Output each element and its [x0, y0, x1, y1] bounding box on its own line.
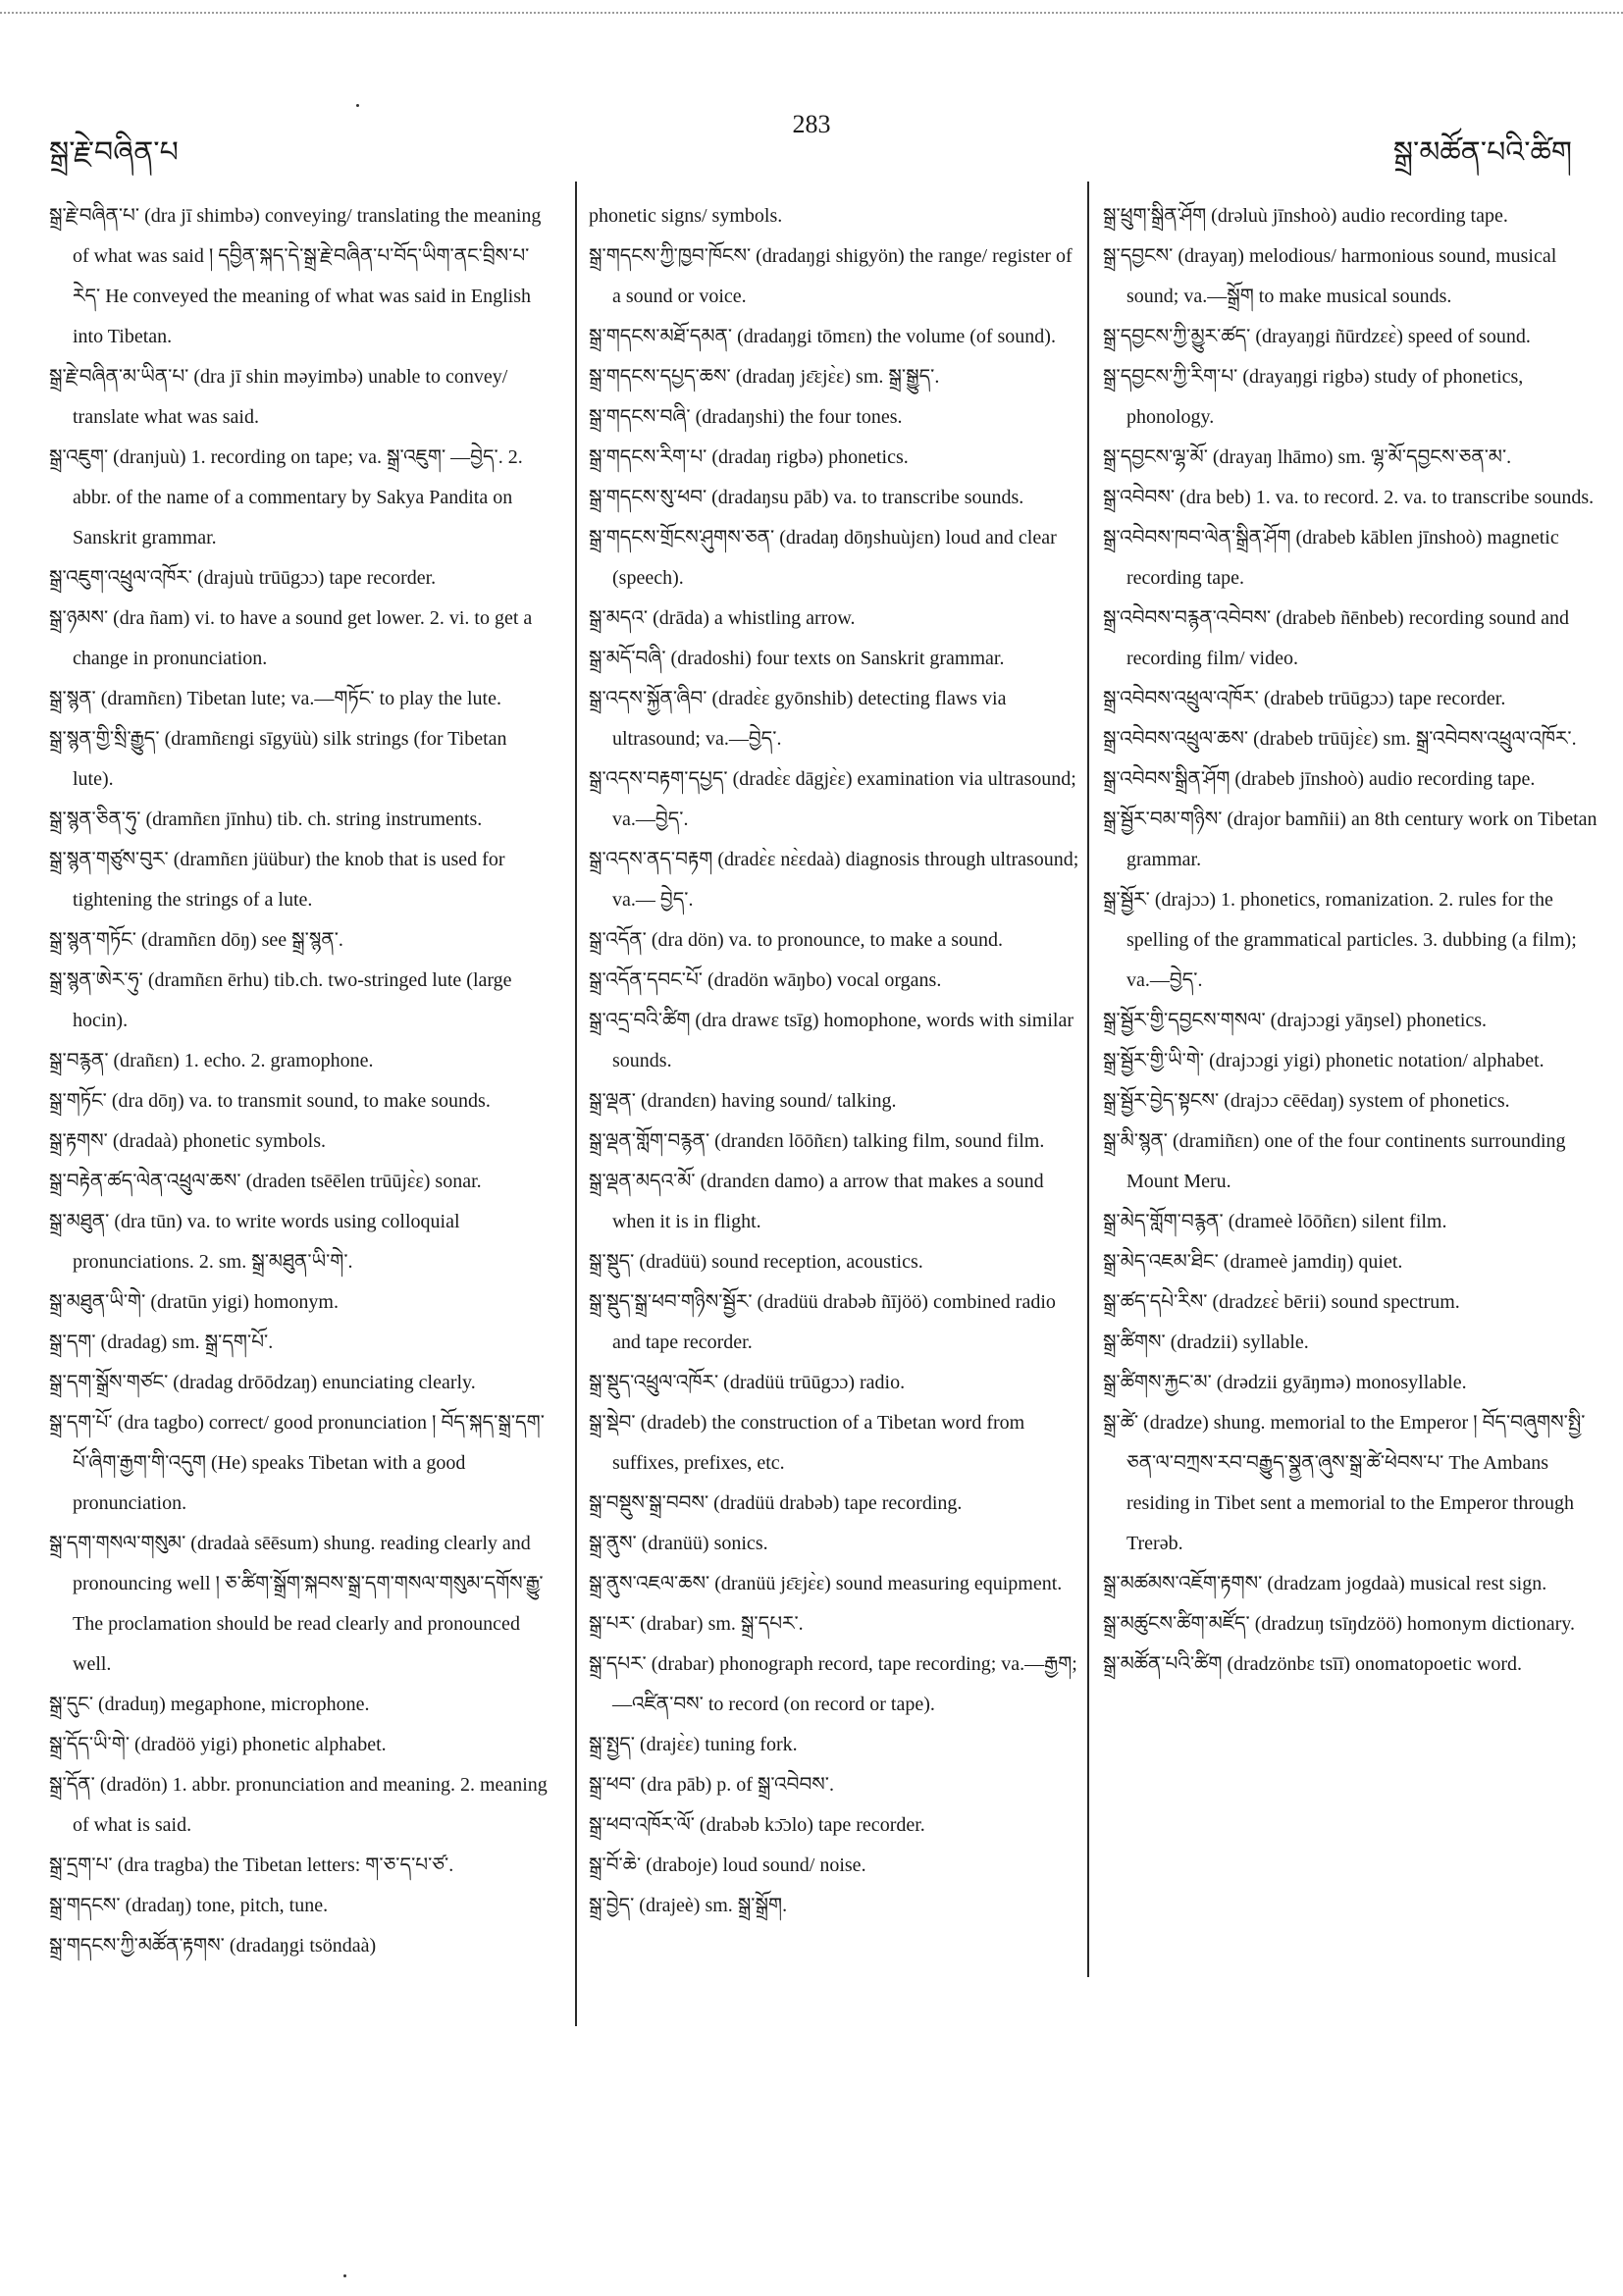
column-2: [589, 196, 1079, 1926]
dictionary-entry: phonetic signs/ symbols.: [589, 205, 783, 227]
dictionary-entry: སྒྲ་ཚིགས་རྐྱང་མ་ (drədzii gyāŋmə) monosyllable.: [1103, 1372, 1467, 1393]
dictionary-entry: སྒྲ་གདངས་ཀྱི་མཚོན་རྟགས་ (dradaŋgi tsöndaà): [49, 1935, 377, 1957]
dictionary-entry: སྒྲ་འབེབས་འཕྲུལ་འཁོར་ (drabeb trūūgɔɔ) tape recorder.: [1103, 688, 1506, 709]
dictionary-entry: སྒྲ་སྙན་ (dramñɛn) Tibetan lute; va.—གཏོང་ to play the lute.: [49, 688, 501, 709]
scan-edge-dots: [0, 12, 1623, 16]
dictionary-entry: སྒྲ་སྡུད་འཕྲུལ་འཁོར་ (dradüü trūūgɔɔ) radio.: [589, 1372, 906, 1393]
dictionary-entry: སྒྲ་བོ་ཆེ་ (draboje) loud sound/ noise.: [589, 1854, 866, 1876]
dictionary-entry: སྒྲ་རྗེ་བཞིན་པ་ (dra jī shimbə) conveying/ translating the meaning of what was said ། དབྱིན་སྐད་དེ་སྒྲ་རྗེ་བཞིན་པ་བོད་ཡིག་ནང་བྲིས་པ་རེད་ He conveyed the meaning of what was said in English into Tibetan.: [49, 205, 542, 347]
dictionary-entry: སྒྲ་གདངས་རིག་པ་ (dradaŋ rigbə) phonetics.: [589, 446, 909, 468]
dictionary-entry: སྒྲ་གདངས་གྲོངས་ཤུགས་ཅན་ (dradaŋ dōŋshuùjɛn) loud and clear (speech).: [589, 527, 1057, 589]
dictionary-entry: སྒྲ་ཕབ་འཁོར་ལོ་ (drabəb kɔ̄ɔlo) tape recorder.: [589, 1814, 925, 1836]
dictionary-entry: སྒྲ་དོན་ (dradön) 1. abbr. pronunciation and meaning. 2. meaning of what is said.: [49, 1774, 548, 1836]
dictionary-entry: སྒྲ་གདངས་དཔྱད་ཆས་ (dradaŋ jɛ̄ɛjɛ̀ɛ) sm. སྒྲ་སྒྱུད་.: [589, 366, 940, 388]
column-rule-right: [1087, 182, 1089, 1977]
dictionary-entry: སྒྲ་སྙན་གཏོང་ (dramñɛn dōŋ) see སྒྲ་སྙན་.: [49, 929, 343, 951]
dictionary-entry: སྒྲ་སྦྱོར་ (drajɔɔ) 1. phonetics, romanization. 2. rules for the spelling of the grammatical particles. 3. dubbing (a film); va.—བྱེད་.: [1103, 889, 1577, 991]
dictionary-entry: སྒྲ་མཐུན་ (dra tūn) va. to write words using colloquial pronunciations. 2. sm. སྒྲ་མཐུན་ཡི་གེ་.: [49, 1211, 460, 1273]
dictionary-entry: སྒྲ་འབེབས་སྒྲིན་ཤོག (drabeb jīnshoò) audio recording tape.: [1103, 768, 1536, 790]
dictionary-entry: སྒྲ་ཚེ་ (dradze) shung. memorial to the Emperor ། བོད་བཞུགས་སྤྱི་ཅན་ལ་བཀྲས་རབ་བརྒྱུད་སྣྱན་ཞུས་སྒྲ་ཚེ་ཕེབས་པ་ The Ambans residing in Tibet sent a memorial to the Emperor through Trerəb.: [1103, 1412, 1586, 1554]
dictionary-entry: སྒྲ་ནུས་ (dranüü) sonics.: [589, 1533, 768, 1554]
dictionary-entry: སྒྲ་སྡུད་སྒྲ་ཕབ་གཉིས་སྦྱོར་ (dradüü drabəb ñījöö) combined radio and tape recorder.: [589, 1291, 1056, 1353]
dictionary-entry: སྒྲ་གདངས་མཐོ་དམན་ (dradaŋgi tōmɛn) the volume (of sound).: [589, 326, 1056, 347]
dictionary-entry: སྒྲ་མཚོན་པའི་ཚིག (dradzönbɛ tsīī) onomatopoetic word.: [1103, 1653, 1523, 1675]
dictionary-entry: སྒྲ་སྡུད་ (dradüü) sound reception, acoustics.: [589, 1251, 923, 1273]
dictionary-entry: སྒྲ་པར་ (drabar) sm. སྒྲ་དཔར་.: [589, 1613, 804, 1635]
dictionary-entry: སྒྲ་དུང་ (draduŋ) megaphone, microphone.: [49, 1694, 370, 1715]
dictionary-entry: སྒྲ་དཔར་ (drabar) phonograph record, tape recording; va.—རྒྱག; —འཛིན་བས་ to record (on record or tape).: [589, 1653, 1077, 1715]
dictionary-entry: སྒྲ་ལྡན་མདའ་མོ་ (drandɛn damo) a arrow that makes a sound when it is in flight.: [589, 1171, 1044, 1232]
dictionary-entry: སྒྲ་ཕྲུག་སྒྲིན་ཤོག (drəluù jīnshoò) audio recording tape.: [1103, 205, 1508, 227]
dictionary-entry: སྒྲ་དག་པོ་ (dra tagbo) correct/ good pronunciation ། བོད་སྐད་སྒྲ་དག་པོ་ཞིག་རྒྱག་གི་འདུག (He) speaks Tibetan with a good pronunciation.: [49, 1412, 545, 1514]
dictionary-entry: སྒྲ་འདྲ་བའི་ཚིག (dra drawɛ tsīg) homophone, words with similar sounds.: [589, 1010, 1073, 1071]
dictionary-entry: སྒྲ་བྱེད་ (drajeè) sm. སྒྲ་སྒྲོག.: [589, 1895, 788, 1916]
dictionary-entry: སྒྲ་འབེབས་ཁབ་ལེན་སྒྲིན་ཤོག (drabeb kāblen jīnshoò) magnetic recording tape.: [1103, 527, 1559, 589]
dictionary-entry: སྒྲ་འདོན་ (dra dön) va. to pronounce, to make a sound.: [589, 929, 1004, 951]
page-header: [0, 110, 1623, 169]
dictionary-entry: སྒྲ་སྦྱོར་གྱི་དབྱངས་གསལ་ (drajɔɔgi yāŋsel) phonetics.: [1103, 1010, 1488, 1031]
dictionary-entry: སྒྲ་དབྱངས་ཀྱི་མྱུར་ཚད་ (drayaŋgi ñūrdzɛɛ̀) speed of sound.: [1103, 326, 1531, 347]
column-rule-left: [575, 182, 577, 2026]
dictionary-entry: སྒྲ་མི་སྙན་ (dramiñɛn) one of the four continents surrounding Mount Meru.: [1103, 1130, 1566, 1192]
dictionary-entry: སྒྲ་ལྡན་ (drandɛn) having sound/ talking.: [589, 1090, 897, 1112]
dictionary-entry: སྒྲ་འདས་ནད་བརྟག (dradɛ̀ɛ nɛ̀ɛdaà) diagnosis through ultrasound; va.— བྱེད་.: [589, 849, 1079, 911]
dictionary-entry: སྒྲ་གདངས་ (dradaŋ) tone, pitch, tune.: [49, 1895, 329, 1916]
dictionary-entry: སྒྲ་ནུས་འཇལ་ཆས་ (dranüü jɛ̄ɛjɛ̀ɛ) sound measuring equipment.: [589, 1573, 1063, 1594]
left-guide-word: སྒྲ་རྗེ་བཞིན་པ: [49, 136, 179, 169]
dictionary-entry: སྒྲ་སྙན་ཨེར་ཧུ་ (dramñɛn ērhu) tib.ch. two-stringed lute (large hocin).: [49, 969, 512, 1031]
speck: [356, 104, 359, 107]
dictionary-entry: སྒྲ་དག་གསལ་གསུམ་ (dradaà sēēsum) shung. reading clearly and pronouncing well ། ཅ་ཚིག་སྒྲོག་སྐབས་སྒྲ་དག་གསལ་གསུམ་དགོས་རྒྱུ་ The proclamation should be read clearly and pronounced well.: [49, 1533, 544, 1675]
dictionary-entry: སྒྲ་གདངས་བཞི་ (dradaŋshi) the four tones.: [589, 406, 903, 428]
dictionary-entry: སྒྲ་རྟགས་ (dradaà) phonetic symbols.: [49, 1130, 326, 1152]
dictionary-entry: སྒྲ་འཇུག་ (dranjuù) 1. recording on tape; va. སྒྲ་འཇུག་ —བྱེད་. 2. abbr. of the name of a commentary by Sakya Pandita on Sanskrit grammar.: [49, 446, 523, 548]
dictionary-entry: སྒྲ་བརྙན་ (drañɛn) 1. echo. 2. gramophone.: [49, 1050, 374, 1071]
dictionary-entry: སྒྲ་ཚིགས་ (dradzii) syllable.: [1103, 1331, 1309, 1353]
dictionary-entry: སྒྲ་མདོ་བཞི་ (dradoshi) four texts on Sanskrit grammar.: [589, 648, 1005, 669]
dictionary-entry: སྒྲ་བསྡུས་སྒྲ་བབས་ (dradüü drabəb) tape recording.: [589, 1492, 963, 1514]
dictionary-entry: སྒྲ་མདའ་ (drāda) a whistling arrow.: [589, 607, 856, 629]
dictionary-entry: སྒྲ་འདོན་དབང་པོ་ (dradön wāŋbo) vocal organs.: [589, 969, 942, 991]
dictionary-entry: སྒྲ་དག་ (dradag) sm. སྒྲ་དག་པོ་.: [49, 1331, 274, 1353]
dictionary-entry: སྒྲ་སྡེབ་ (dradeb) the construction of a Tibetan word from suffixes, prefixes, etc.: [589, 1412, 1025, 1474]
dictionary-entry: སྒྲ་སྙན་གྱི་སྲི་རྒྱུད་ (dramñɛngi sīgyüù) silk strings (for Tibetan lute).: [49, 728, 507, 790]
dictionary-entry: སྒྲ་འདས་སྐྱོན་ཞིབ་ (dradɛ̀ɛ gyōnshib) detecting flaws via ultrasound; va.—བྱེད་.: [589, 688, 1007, 750]
dictionary-entry: སྒྲ་གཏོང་ (dra dōŋ) va. to transmit sound, to make sounds.: [49, 1090, 491, 1112]
page-number: 283: [792, 110, 831, 138]
dictionary-entry: སྒྲ་དག་སྒྲོས་གཙང་ (dradag drōōdzaŋ) enunciating clearly.: [49, 1372, 476, 1393]
dictionary-entry: སྒྲ་འདས་བརྟག་དཔྱད་ (dradɛ̀ɛ dāgjɛ̀ɛ) examination via ultrasound; va.—བྱེད་.: [589, 768, 1076, 830]
dictionary-entry: སྒྲ་སྦྱོར་བྱེད་སྟངས་ (drajɔɔ cēēdaŋ) system of phonetics.: [1103, 1090, 1510, 1112]
dictionary-entry: སྒྲ་རྗེ་བཞིན་མ་ཡིན་པ་ (dra jī shin məyimbə) unable to convey/ translate what was said.: [49, 366, 508, 428]
dictionary-entry: སྒྲ་མཐུན་ཡི་གེ་ (dratūn yigi) homonym.: [49, 1291, 339, 1313]
dictionary-entry: སྒྲ་དབྱངས་ལྷ་མོ་ (drayaŋ lhāmo) sm. ལྷ་མོ་དབྱངས་ཅན་མ་.: [1103, 446, 1512, 468]
dictionary-entry: སྒྲ་སྙན་ཅིན་ཧུ་ (dramñɛn jīnhu) tib. ch. string instruments.: [49, 809, 483, 830]
dictionary-entry: སྒྲ་མེད་གློག་བརྙན་ (drameè lōōñɛn) silent film.: [1103, 1211, 1447, 1232]
dictionary-entry: སྒྲ་བརྟེན་ཚད་ལེན་འཕྲུལ་ཆས་ (draden tsēēlen trūūjɛ̀ɛ) sonar.: [49, 1171, 482, 1192]
dictionary-entry: སྒྲ་དོད་ཡི་གེ་ (dradöö yigi) phonetic alphabet.: [49, 1734, 387, 1755]
dictionary-entry: སྒྲ་གདངས་ཀྱི་ཁྱབ་ཁོངས་ (dradaŋgi shigyön) the range/ register of a sound or voice.: [589, 245, 1073, 307]
column-1: [49, 196, 548, 1966]
dictionary-entry: སྒྲ་མཚུངས་ཚིག་མཛོད་ (dradzuŋ tsīŋdzöö) homonym dictionary.: [1103, 1613, 1575, 1635]
dictionary-entry: སྒྲ་འབེབས་བརྙན་འབེབས་ (drabeb ñēnbeb) recording sound and recording film/ video.: [1103, 607, 1569, 669]
dictionary-entry: སྒྲ་སྦྱོར་བམ་གཉིས་ (drajor bamñii) an 8th century work on Tibetan grammar.: [1103, 809, 1597, 870]
dictionary-entry: སྒྲ་དྲག་པ་ (dra tragba) the Tibetan letters: ག་ཅ་ད་པ་ཙ་.: [49, 1854, 454, 1876]
dictionary-entry: སྒྲ་དབྱངས་ཀྱི་རིག་པ་ (drayaŋgi rigbə) study of phonetics, phonology.: [1103, 366, 1524, 428]
dictionary-entry: སྒྲ་ཕབ་ (dra pāb) p. of སྒྲ་འབེབས་.: [589, 1774, 834, 1796]
dictionary-entry: སྒྲ་འབེབས་ (dra beb) 1. va. to record. 2. va. to transcribe sounds.: [1103, 487, 1595, 508]
dictionary-entry: སྒྲ་ཉམས་ (dra ñam) vi. to have a sound get lower. 2. vi. to get a change in pronunciation.: [49, 607, 533, 669]
dictionary-entry: སྒྲ་སྦྱོར་གྱི་ཡི་གེ་ (drajɔɔgi yigi) phonetic notation/ alphabet.: [1103, 1050, 1544, 1071]
dictionary-entry: སྒྲ་སྙན་གཙུས་བུར་ (dramñɛn jüübur) the knob that is used for tightening the strings of a lute.: [49, 849, 505, 911]
right-guide-word: སྒྲ་མཚོན་པའི་ཚིག: [1392, 136, 1572, 169]
dictionary-entry: སྒྲ་མེད་འཇམ་ཐིང་ (drameè jamdiŋ) quiet.: [1103, 1251, 1403, 1273]
dictionary-entry: སྒྲ་དབྱངས་ (drayaŋ) melodious/ harmonious sound, musical sound; va.—སྒྲོག to make musical sounds.: [1103, 245, 1557, 307]
dictionary-entry: སྒྲ་སྤྱད་ (drajɛ̀ɛ) tuning fork.: [589, 1734, 798, 1755]
dictionary-entry: སྒྲ་འབེབས་འཕྲུལ་ཆས་ (drabeb trūūjɛ̀ɛ) sm. སྒྲ་འབེབས་འཕྲུལ་འཁོར་.: [1103, 728, 1577, 750]
dictionary-entry: སྒྲ་གདངས་སུ་ཕབ་ (dradaŋsu pāb) va. to transcribe sounds.: [589, 487, 1024, 508]
dictionary-entry: སྒྲ་མཚམས་འཇོག་རྟགས་ (dradzam jogdaà) musical rest sign.: [1103, 1573, 1547, 1594]
dictionary-entry: སྒྲ་འཇུག་འཕྲུལ་འཁོར་ (drajuù trūūgɔɔ) tape recorder.: [49, 567, 437, 589]
dictionary-entry: སྒྲ་ལྡན་གློག་བརྙན་ (drandɛn lōōñɛn) talking film, sound film.: [589, 1130, 1045, 1152]
speck: [343, 2274, 346, 2277]
dictionary-entry: སྒྲ་ཚད་དཔེ་རིས་ (dradzɛɛ̀ bērii) sound spectrum.: [1103, 1291, 1460, 1313]
column-3: [1103, 196, 1598, 1685]
